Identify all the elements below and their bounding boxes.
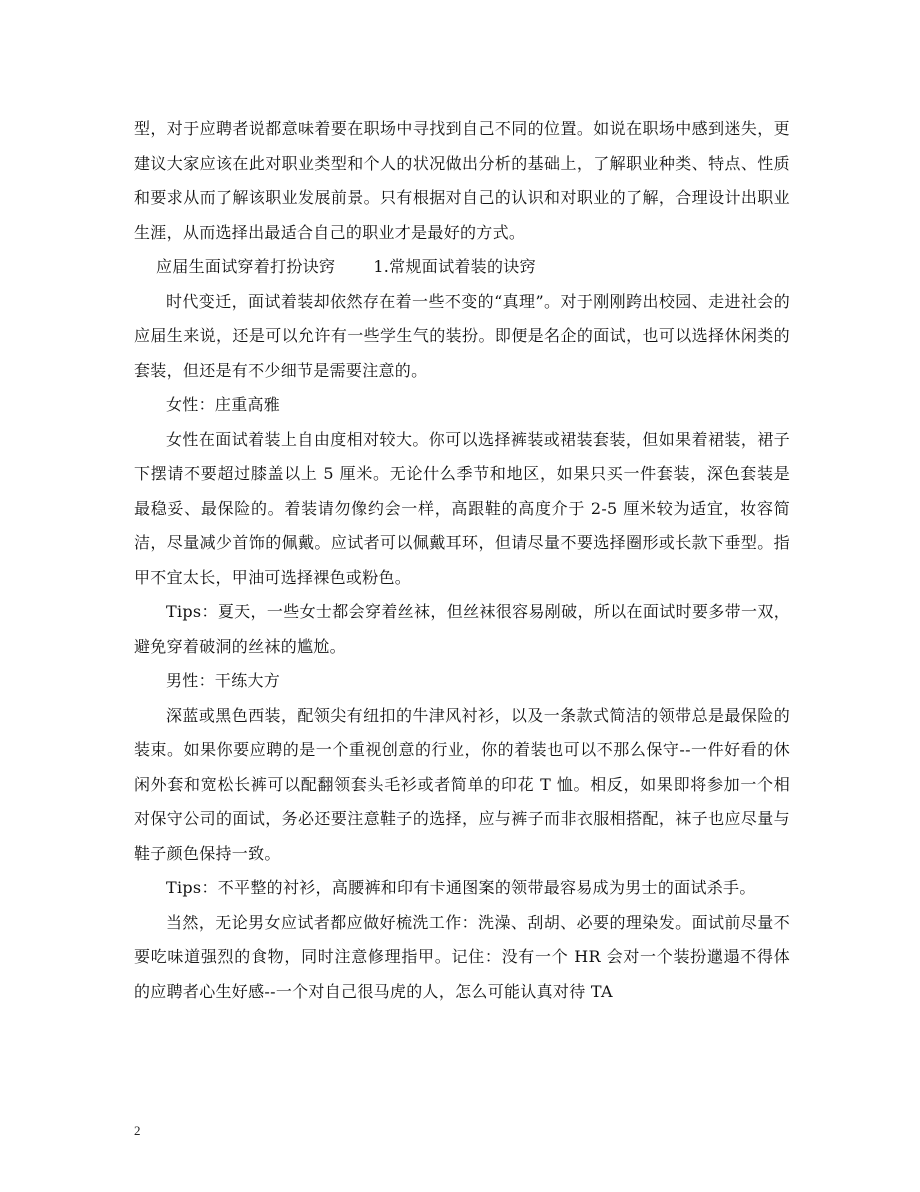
heading-title: 应届生面试穿着打扮诀窍 xyxy=(156,257,336,276)
paragraph-dress-intro: 时代变迁，面试着装却依然存在着一些不变的“真理”。对于刚刚跨出校园、走进社会的应届生来说，还是可以允许有一些学生气的装扮。即便是名企的面试，也可以选择休闲类的套装，但还是有不少细节是需要注意的。 xyxy=(134,291,790,380)
paragraph-grooming: 当然，无论男女应试者都应做好梳洗工作：洗澡、刮胡、必要的理染发。面试前尽量不要吃味道强烈的食物，同时注意修理指甲。记住：没有一个 HR 会对一个装扮邋遢不得体的应聘者心生好感--一个对自己很马虎的人，怎么可能认真对待 TA xyxy=(134,912,790,1001)
section-heading xyxy=(134,250,790,285)
subheading-men: 男性：干练大方 xyxy=(166,671,281,690)
page-number: 2 xyxy=(134,1123,141,1138)
paragraph-career-intro: 型，对于应聘者说都意味着要在职场中寻找到自己不同的位置。如说在职场中感到迷失，更建议大家应该在此对职业类型和个人的状况做出分析的基础上，了解职业种类、特点、性质和要求从而了解该职业发展前景。只有根据对自己的认识和对职业的了解，合理设计出职业生涯，从而选择出最适合自己的职业才是最好的方式。 xyxy=(134,119,790,242)
page-content xyxy=(134,112,790,1009)
heading-subtitle: 1.常规面试着装的诀窍 xyxy=(373,257,536,276)
paragraph-men-tips: Tips：不平整的衬衫，高腰裤和印有卡通图案的领带最容易成为男士的面试杀手。 xyxy=(166,878,756,897)
paragraph-women-tips: Tips：夏天，一些女士都会穿着丝袜，但丝袜很容易剐破，所以在面试时要多带一双，避免穿着破洞的丝袜的尴尬。 xyxy=(134,602,790,656)
subheading-women: 女性：庄重高雅 xyxy=(166,395,281,414)
paragraph-women-dress: 女性在面试着装上自由度相对较大。你可以选择裤装或裙装套装，但如果着裙装，裙子下摆请不要超过膝盖以上 5 厘米。无论什么季节和地区，如果只买一件套装，深色套装是最稳妥、最保险的。着装请勿像约会一样，高跟鞋的高度介于 2-5 厘米较为适宜，妆容简洁，尽量减少首饰的佩戴。应试者可以佩戴耳环，但请尽量不要选择圈形或长款下垂型。指甲不宜太长，甲油可选择裸色或粉色。 xyxy=(134,429,790,587)
paragraph-men-dress: 深蓝或黑色西装，配领尖有纽扣的牛津风衬衫，以及一条款式简洁的领带总是最保险的装束。如果你要应聘的是一个重视创意的行业，你的着装也可以不那么保守--一件好看的休闲外套和宽松长裤可以配翻领套头毛衫或者简单的印花 T 恤。相反，如果即将参加一个相对保守公司的面试，务必还要注意鞋子的选择，应与裤子而非衣服相搭配，袜子也应尽量与鞋子颜色保持一致。 xyxy=(134,705,790,863)
